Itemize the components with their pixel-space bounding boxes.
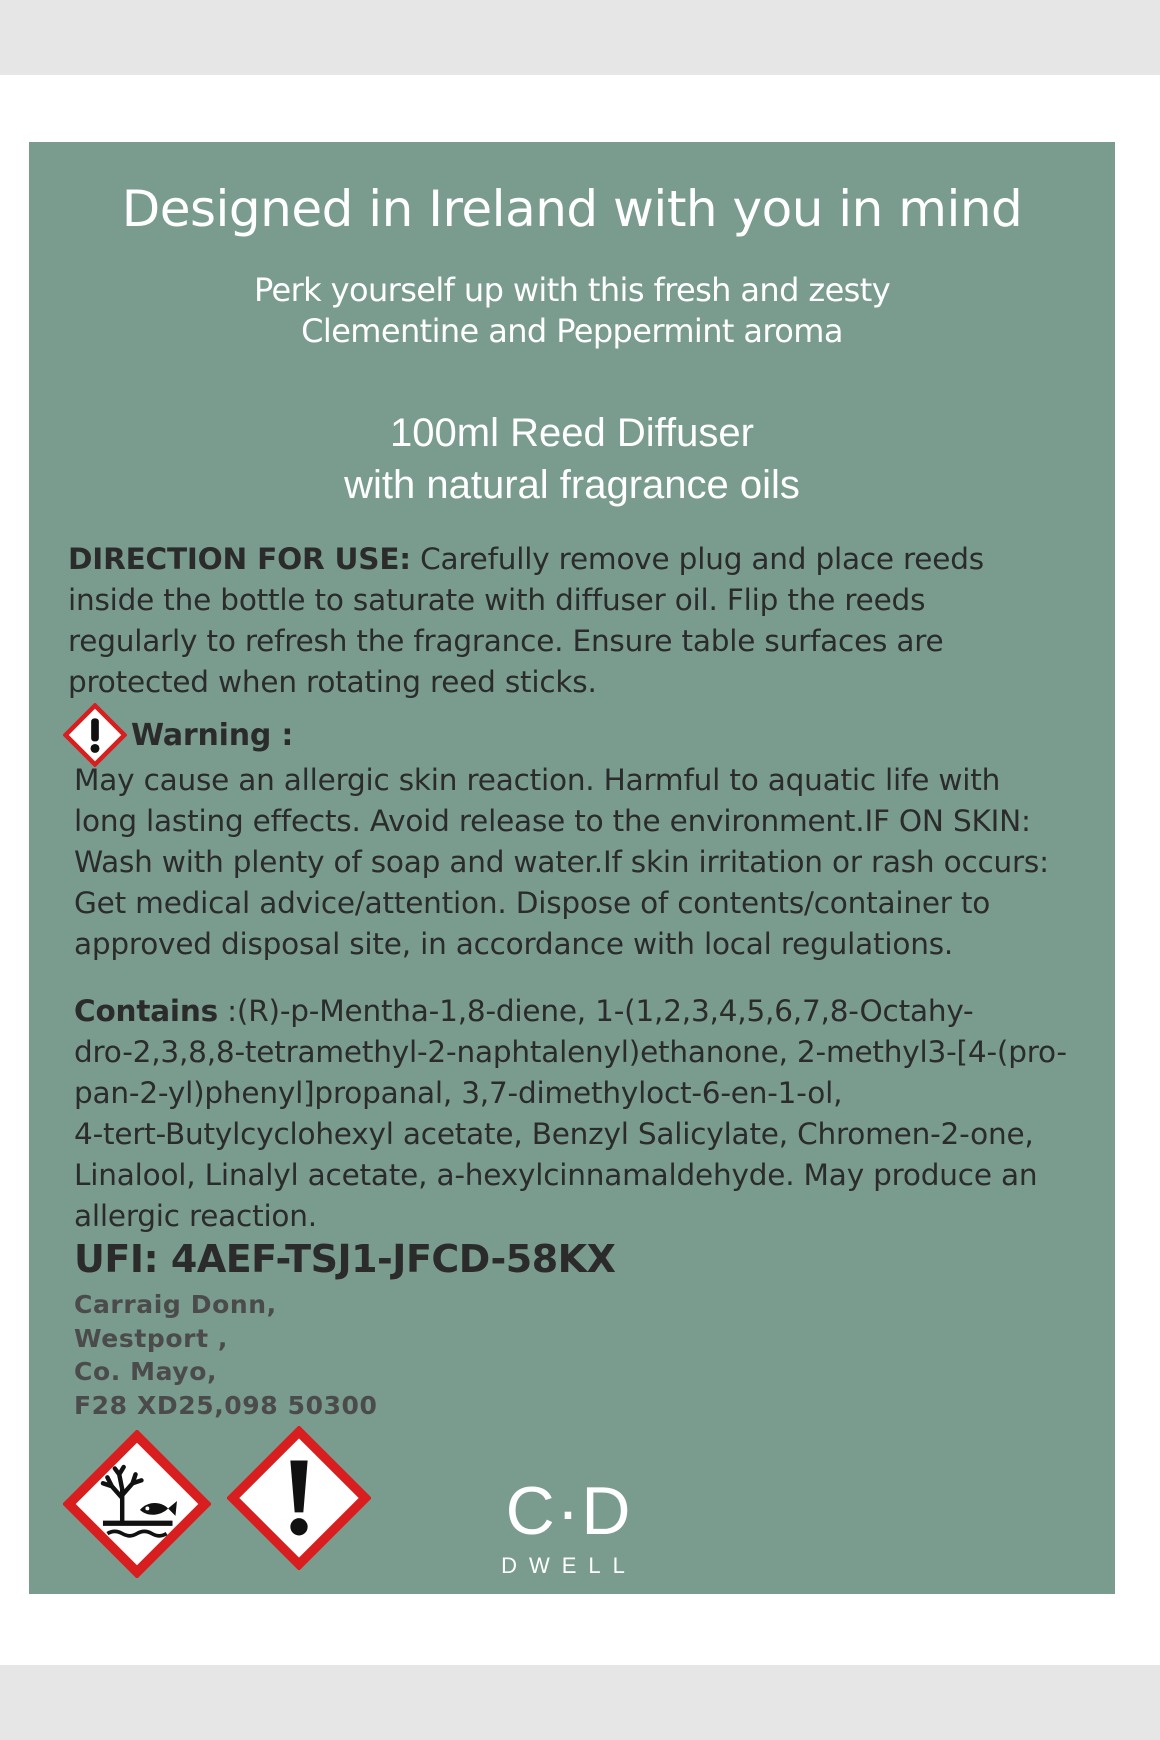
tagline-line: Clementine and Peppermint aroma — [301, 312, 843, 350]
address-line: F28 XD25,098 50300 — [74, 1390, 378, 1420]
directions-line: protected when rotating reed sticks. — [68, 665, 597, 699]
contains-text: :(R)-p-Mentha-1,8-diene, 1-(1,2,3,4,5,6,7,8-Octahy- — [218, 994, 974, 1028]
contains-line: dro-2,3,8,8-tetramethyl-2-naphtalenyl)ethanone, 2-methyl3-[4-(pro- — [74, 1035, 1067, 1069]
warning-heading-row — [63, 704, 293, 766]
contains-section — [74, 991, 1104, 1237]
bottom-border-band — [0, 1665, 1160, 1740]
directions-text: Carefully remove plug and place reeds — [410, 542, 984, 576]
contains-line — [74, 991, 1104, 1032]
exclamation-hazard-icon — [227, 1426, 371, 1570]
dwell-brand-logo — [494, 1472, 644, 1582]
directions-section — [68, 539, 1068, 703]
warning-section — [74, 760, 1104, 965]
product-oils-line: with natural fragrance oils — [344, 463, 800, 507]
contains-line: 4-tert-Butylcyclohexyl acetate, Benzyl Salicylate, Chromen-2-one, — [74, 1117, 1034, 1151]
directions-line: regularly to refresh the fragrance. Ensure table surfaces are — [68, 624, 944, 658]
exclamation-warning-icon — [63, 703, 127, 767]
warning-line: May cause an allergic skin reaction. Harmful to aquatic life with — [74, 763, 1001, 797]
logo-wordmark: DWELL — [501, 1553, 637, 1578]
environment-hazard-icon — [63, 1430, 211, 1578]
company-address — [74, 1288, 378, 1422]
directions-line: inside the bottle to saturate with diffuser oil. Flip the reeds — [68, 583, 926, 617]
product-description — [29, 407, 1115, 511]
directions-line — [68, 539, 1068, 580]
directions-heading: DIRECTION FOR USE: — [68, 542, 411, 576]
warning-line: approved disposal site, in accordance with local regulations. — [74, 927, 954, 961]
tagline-line: Perk yourself up with this fresh and zesty — [253, 271, 891, 309]
product-size-line: 100ml Reed Diffuser — [390, 411, 754, 455]
contains-heading: Contains — [74, 994, 218, 1028]
address-line: Co. Mayo, — [74, 1357, 218, 1386]
contains-line: allergic reaction. — [74, 1199, 317, 1233]
warning-line: Wash with plenty of soap and water.If skin irritation or rash occurs: — [74, 845, 1049, 879]
label-tagline — [29, 270, 1115, 352]
product-label — [29, 142, 1115, 1594]
top-border-band — [0, 0, 1160, 75]
contains-line: pan-2-yl)phenyl]propanal, 3,7-dimethyloct-6-en-1-ol, — [74, 1076, 843, 1110]
ufi-code: UFI: 4AEF-TSJ1-JFCD-58KX — [74, 1237, 616, 1281]
warning-line: long lasting effects. Avoid release to the environment.IF ON SKIN: — [74, 804, 1031, 838]
warning-line: Get medical advice/attention. Dispose of contents/container to — [74, 886, 991, 920]
logo-monogram: C·D — [505, 1473, 633, 1549]
contains-line: Linalool, Linalyl acetate, a-hexylcinnamaldehyde. May produce an — [74, 1158, 1038, 1192]
warning-heading: Warning : — [131, 717, 294, 753]
label-headline: Designed in Ireland with you in mind — [121, 180, 1023, 238]
address-line: Westport , — [74, 1323, 229, 1353]
address-line: Carraig Donn, — [74, 1290, 277, 1319]
